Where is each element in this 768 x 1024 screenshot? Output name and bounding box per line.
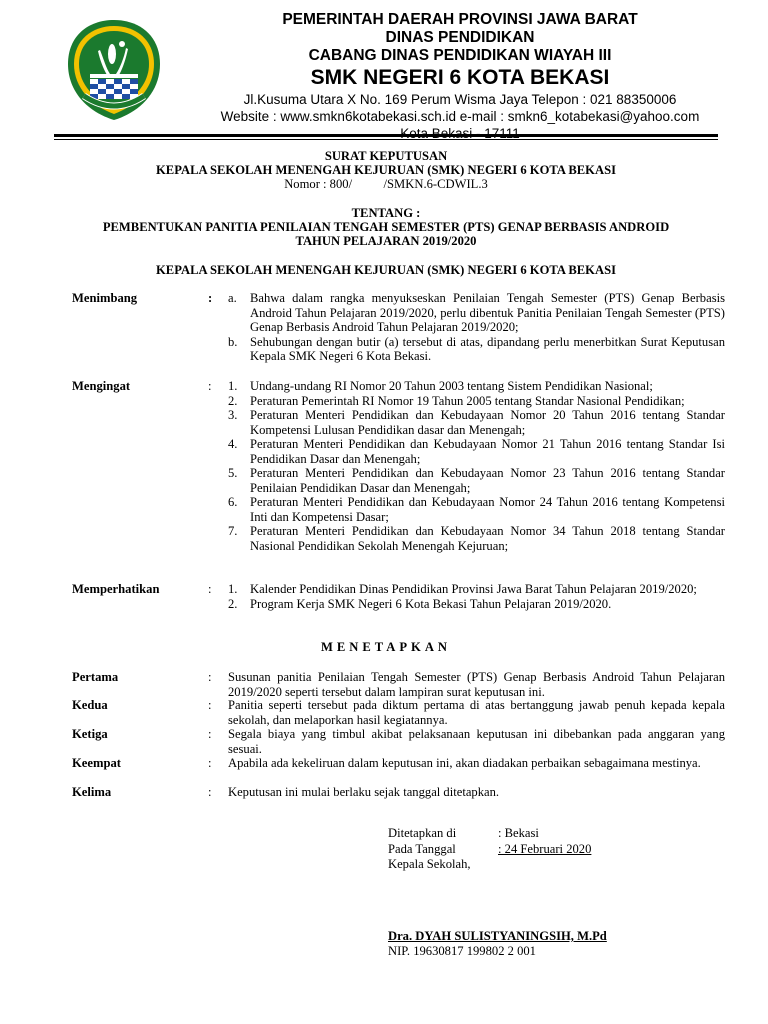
decision-label: Kedua — [72, 698, 108, 712]
list-item: 3. Peraturan Menteri Pendidikan dan Kebudayaan Nomor 20 Tahun 2016 tentang Standar Kompetensi Lulusan Pendidikan dasar dan Menengah; — [228, 408, 725, 437]
letterhead-divider-thin — [54, 139, 718, 140]
decree-about-label: TENTANG : — [351, 206, 421, 220]
section-label: Memperhatikan — [72, 582, 160, 596]
decree-title: SURAT KEPUTUSAN — [324, 149, 448, 163]
decision-label: Kelima — [72, 785, 112, 799]
decision-colon: : — [208, 670, 212, 684]
list-item: 7. Peraturan Menteri Pendidikan dan Kebudayaan Nomor 34 Tahun 2018 tentang Standar Nasional Pendidikan Sekolah Menengah Kejuruan; — [228, 524, 725, 553]
school-name: SMK NEGERI 6 KOTA BEKASI — [310, 66, 610, 89]
decision-keempat — [72, 756, 702, 771]
list-item: 4. Peraturan Menteri Pendidikan dan Kebudayaan Nomor 21 Tahun 2016 tentang Standar Isi Pendidikan Dasar dan Menengah; — [228, 437, 725, 466]
decision-label: Ketiga — [72, 727, 108, 741]
decision-ketiga — [72, 727, 725, 756]
decree-issuer-repeat: KEPALA SEKOLAH MENENGAH KEJURUAN (SMK) NEGERI 6 KOTA BEKASI — [156, 263, 616, 277]
section-memperhatikan — [72, 582, 702, 611]
section-colon: : — [208, 582, 212, 596]
decision-text: Segala biaya yang timbul akibat pelaksanaan keputusan ini dibebankan pada anggaran yang sesuai. — [228, 727, 725, 756]
letterhead-divider-thick — [54, 134, 718, 137]
decision-kedua — [72, 698, 725, 727]
section-colon: : — [208, 291, 213, 305]
section-colon: : — [208, 379, 212, 393]
letterhead — [180, 10, 740, 142]
decision-pertama — [72, 670, 725, 699]
signer-name: Dra. DYAH SULISTYANINGSIH, M.Pd — [388, 929, 607, 943]
decision-text: Panitia seperti tersebut pada diktum pertama di atas bertanggung jawab penuh kepada kepala sekolah, dan melaporkan hasil kegiatannya. — [228, 698, 725, 727]
list-item: 6. Peraturan Menteri Pendidikan dan Kebudayaan Nomor 24 Tahun 2016 tentang Kompetensi Inti dan Kompetensi Dasar; — [228, 495, 725, 524]
menetapkan-heading: MENETAPKAN — [320, 640, 452, 654]
signature-place — [388, 826, 539, 841]
school-city: Kota Bekasi - 17111 — [400, 126, 520, 141]
decision-text: Susunan panitia Penilaian Tengah Semester (PTS) Genap Berbasis Android Tahun Pelajaran 2019/2020 seperti tersebut dalam lampiran surat keputusan ini. — [228, 670, 725, 699]
decision-label: Keempat — [72, 756, 121, 770]
signer-position: Kepala Sekolah, — [388, 857, 471, 871]
list-item: 1. Kalender Pendidikan Dinas Pendidikan Provinsi Jawa Barat Tahun Pelajaran 2019/2020; — [228, 582, 697, 596]
decision-colon: : — [208, 785, 212, 799]
agency-name: DINAS PENDIDIKAN — [385, 29, 535, 46]
list-item: b. Sehubungan dengan butir (a) tersebut di atas, dipandang perlu menerbitkan Surat Keputusan Kepala SMK Negeri 6 Kota Bekasi. — [228, 334, 725, 363]
date-label: Pada Tanggal — [388, 842, 456, 856]
list-item: 2. Peraturan Pemerintah RI Nomor 19 Tahun 2005 tentang Standar Nasional Pendidikan; — [228, 393, 685, 408]
list-item: 1. Undang-undang RI Nomor 20 Tahun 2003 tentang Sistem Pendidikan Nasional; — [228, 379, 653, 393]
decree-issuer: KEPALA SEKOLAH MENENGAH KEJURUAN (SMK) NEGERI 6 KOTA BEKASI — [156, 163, 616, 177]
section-label: Mengingat — [72, 379, 131, 393]
decision-colon: : — [208, 727, 212, 741]
decision-label: Pertama — [72, 670, 119, 684]
branch-name: CABANG DINAS PENDIDIKAN WIAYAH III — [308, 47, 612, 64]
school-address: Jl.Kusuma Utara X No. 169 Perum Wisma Jaya Telepon : 021 88350006 — [243, 92, 677, 107]
decision-kelima — [72, 785, 702, 800]
decision-colon: : — [208, 756, 212, 770]
list-item: 2. Program Kerja SMK Negeri 6 Kota Bekasi Tahun Pelajaran 2019/2020. — [228, 596, 612, 611]
decision-text: Apabila ada kekeliruan dalam keputusan ini, akan diadakan perbaikan sebagaimana mestinya. — [228, 756, 701, 770]
decision-colon: : — [208, 698, 212, 712]
date-value: : 24 Februari 2020 — [498, 842, 592, 856]
decree-subject-line1: PEMBENTUKAN PANITIA PENILAIAN TENGAH SEMESTER (PTS) GENAP BERBASIS ANDROID — [102, 220, 670, 234]
decree-number: Nomor : 800/ /SMKN.6-CDWIL.3 — [284, 177, 488, 191]
place-value: : Bekasi — [498, 826, 539, 840]
list-item: a. Bahwa dalam rangka menyukseskan Penilaian Tengah Semester (PTS) Genap Berbasis Android Tahun Pelajaran 2019/2020, perlu dibentuk Panitia Penilaian Tengah Semester (PTS) Genap Berbasis Android Tahun Pelajaran 2019/2020; — [228, 291, 725, 334]
signer-nip: NIP. 19630817 199802 2 001 — [388, 944, 536, 958]
provincial-emblem-logo — [60, 16, 168, 124]
section-label: Menimbang — [72, 291, 138, 305]
list-item: 5. Peraturan Menteri Pendidikan dan Kebudayaan Nomor 23 Tahun 2016 tentang Standar Penilaian Pendidikan Dasar dan Menengah; — [228, 466, 725, 495]
decree-subject-line2: TAHUN PELAJARAN 2019/2020 — [295, 234, 477, 248]
section-menimbang — [72, 291, 725, 364]
place-label: Ditetapkan di — [388, 826, 457, 840]
decision-text: Keputusan ini mulai berlaku sejak tanggal ditetapkan. — [228, 785, 500, 799]
school-contact: Website : www.smkn6kotabekasi.sch.id e-mail : smkn6_kotabekasi@yahoo.com — [220, 109, 700, 124]
signature-date — [388, 842, 591, 857]
government-name: PEMERINTAH DAERAH PROVINSI JAWA BARAT — [282, 11, 638, 28]
section-mengingat — [72, 379, 725, 553]
